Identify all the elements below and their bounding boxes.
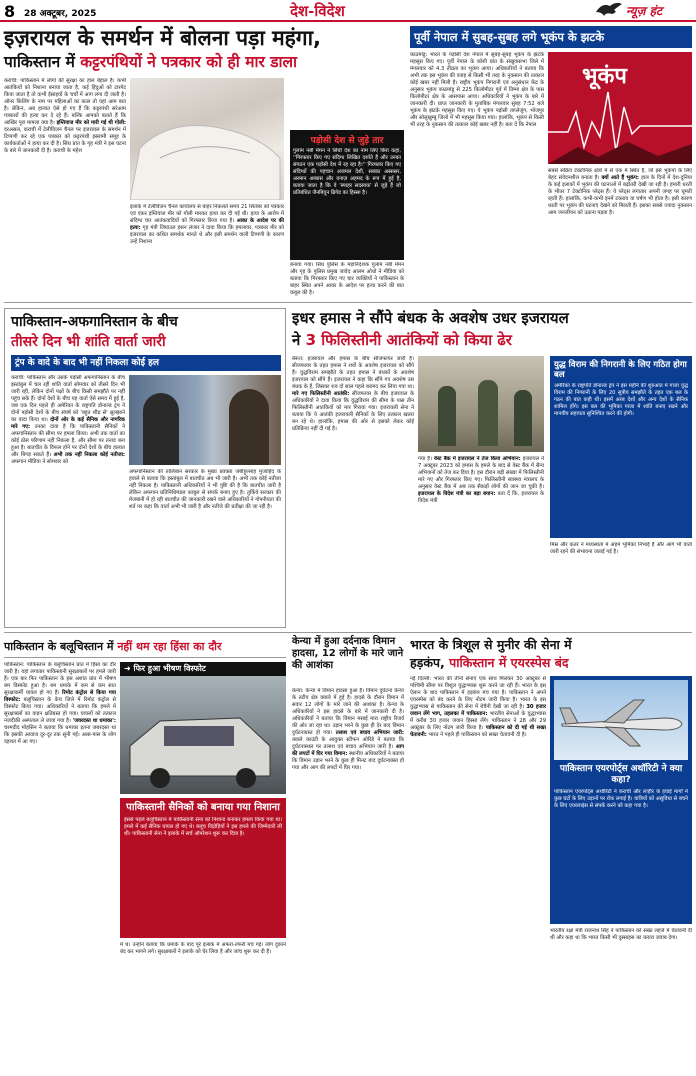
headline-line-1: इज़रायल के समर्थन में बोलना पड़ा महंगा, <box>4 26 322 50</box>
photo-label: ➜ फिर हुआ भीषण विस्फोट <box>120 662 286 676</box>
article-pakistan-journalist <box>4 26 404 296</box>
subheading: क्यों आते हैं भूकंप: <box>601 175 640 181</box>
headline: पाकिस्तान के बलूचिस्तान में नहीं थम रहा हिंसा का दौर <box>4 636 286 658</box>
body-col-1: काठमांडू: भारत के पड़ोसी देश नेपाल में सुबह-सुबह भूकंप के झटके महसूस किए गए। पूर्वी नेपाल के कोशी प्रांत के संखुवासभा जिले में मंगलवार को 4.3 तीव्रता का भूकंप आया। अधिकारियों ने बताया कि अभी तक इस भूकंप की वजह से किसी भी तरह के नुकसान की तत्काल कोई खबर नहीं मिली है। राष्ट्रीय भूकंप निगरानी एवं अनुसंधान केंद्र के अनुसार भूकंप काठमांडू से 225 किलोमीटर पूर्व में तिम्मा क्षेत्र के पास किलोमीटर क्षेत्र के आसपास आया। अधिकारियों ने भूकंप के बारे में जानकारी दी। प्राप्त जानकारी के मुताबिक मंगलवार सुबह 7:52 बजे भूकंप के झटके महसूस किए गए। ये भूकंप पड़ोसी ताप्लेजुंग, भोजपुर और सोलुखुम्बु जिलों में भी महसूस किया गया। हालांकि, भूकंप से किसी भी तरह के नुकसान की तत्काल कोई खबर नहीं है। बता दें कि नेपाल <box>410 52 544 128</box>
sidebar-title: युद्ध विराम की निगरानी के लिए गठित होगा बल <box>554 360 687 380</box>
info-box-title: पड़ोसी देश से जुड़े तार <box>310 136 384 146</box>
subheading: वेस्ट बैंक में इजरायल ने तेज किया अभियान: <box>434 456 521 462</box>
brand-logo: न्यूज़ हंट <box>626 4 663 18</box>
sidebar-title: पाकिस्तान एयरपोर्ट्स अथॉरिटी ने क्या कहा? <box>559 764 683 785</box>
soldiers-photo <box>418 356 544 452</box>
person-right <box>229 389 269 465</box>
body-col-2: में थे। उन्होंने बताया कि धमाके के बाद पूरे इलाके में अफरा-तफरी मच गई। लोग दुकानें बंद कर भागने लगे। सुरक्षाबलों ने इलाके को घेर लिया है और जांच शुरू कर दी है। <box>120 942 286 955</box>
sidebar-text: पाकिस्तान एयरपोर्ट्स अथॉरिटी ने कराची और लाहौर के हवाई मार्गों में कुछ घंटों के लिए उड़ानों पर रोक लगाई है। यात्रियों को असुविधा से बचने के लिए एयरलाइंस से संपर्क करने को कहा गया है। <box>554 789 688 809</box>
body-col-1: नई दिल्ली: भारत की तीनों सेनाएं एक साथ मिलकर 30 अक्टूबर से पश्चिमी सीमा पर त्रिशूल युद्धाभ्यास शुरू करने जा रही हैं। भारत के इस ऐलान के बाद पाकिस्तान में हड़कंप मच गया है। पाकिस्तान ने अपने एयरस्पेस को बंद करने के लिए नोटम जारी किया है। भारत के इस युद्धाभ्यास से पाकिस्तान की सेना में बेचैनी देखी जा रही है। 30 हजार जवान लेंगे भाग, तहलका में पाकिस्तान: भारतीय सेनाओं के युद्धाभ्यास में करीब 30 हजार जवान हिस्सा लेंगे। पाकिस्तान ने 28 और 29 अक्टूबर के लिए नोटम जारी किया है। पाकिस्तान को दी गई थी सख्त चेतावनी: भारत ने पहले ही पाकिस्तान को सख्त चेतावनी दी है। <box>410 676 546 738</box>
subheading: 'जवरदस्त था धमाका': <box>72 718 116 724</box>
subheading: मारे गए फिलिस्तीनी आतंकी: <box>292 391 350 397</box>
article-nepal-earthquake <box>410 26 692 296</box>
person-left <box>143 393 179 465</box>
headline-highlight: पाकिस्तान में एयरस्पेस बंद <box>449 655 569 670</box>
article-balochistan <box>4 636 286 1072</box>
headline: पूर्वी नेपाल में सुबह-सुबह लगे भूकंप के झटके <box>410 26 692 48</box>
body-col-2: अफगानिस्तान की तालिबान सरकार के मुख्य प्रवक्ता जबीहुल्लाह मुजाहिद के हवाले से बताया कि इस्तांबुल में बातचीत अब भी जारी है। अभी तक कोई नतीजा नहीं निकला है। पाकिस्तानी अधिकारियों ने भी पुष्टि की है कि बातचीत जारी है लेकिन अफगान प्रतिनिधिमंडल काबुल से संपर्क बनाए हुए है। तुर्किये सरकार की मेजबानी में हो रही बातचीत की जानकारी रखने वाले अधिकारियों ने गोपनीयता की शर्त पर कहा कि वार्ता अभी भी जारी है और नतीजे की प्रतीक्षा की जा रही है। <box>129 469 281 510</box>
body-col-1: पाकिस्तान: पाकिस्तान के बलूचिस्तान प्रांत में हिंसा का दौर जारी है। यहां लगातार पाकिस्तानी सुरक्षाबलों पर हमले जारी हैं। एक बार फिर पाकिस्तान के इस अशांत प्रांत में भीषण बम विस्फोट हुआ है। बम धमाके में कम से कम सात सुरक्षाकर्मी घायल हो गए हैं। रिमोट कंट्रोल से किया गया विस्फोट: बलूचिस्तान के केच जिले में रिमोट कंट्रोल से विस्फोट किया गया। अधिकारियों ने बताया कि हमले में सुरक्षाबलों का वाहन क्षतिग्रस्त हो गया। घायलों को तत्काल नजदीकी अस्पताल ले जाया गया है। 'जवरदस्त था धमाका': चश्मदीद मोहसिन ने बताया कि धमाका इतना जबरदस्त था कि इसकी आवाज दूर-दूर तक सुनी गई। आस-पास के लोग दहशत में आ गए। <box>4 662 116 745</box>
headline-highlight: कट्टरपंथियों ने पत्रकार को ही मार डाला <box>80 53 298 71</box>
soldier-silhouette <box>438 386 456 446</box>
headline-highlight: 3 फिलिस्तीनी आतंकियों को किया ढेर <box>305 331 512 349</box>
headline-line-2: ने 3 फिलिस्तीनी आतंकियों को किया ढेर <box>292 331 512 349</box>
body-col-1: कराची: पाकिस्तान में लोगों की सुरक्षा का हाल बेहाल है। कभी आतंकियों को निशाना बनाया जाता है, कई हिंदुओं को टारगेट किया जाता है तो कभी ईसाइयों के चर्चों में आग लगा दी जाती है। ऑनर किलिंग के नाम पर महिलाओं का कत्ल तो यहां आम बात है। लेकिन, अब हालात ऐसे हो गए हैं कि कट्टरपंथी सरेआम पत्रकारों की हत्या कर दे रहे हैं। बल्कि आपको बताते हैं कि आखिर पूरा मामला क्या है। इम्तियाज मीर को मारी गई थी गोली: दरअसल, कराची में टेलीविजन चैनल पर इजरायल के समर्थन में टिप्पणी कर रहे एक पत्रकार को कट्टरपंथी इस्लामी समूह के कार्यकर्ताओं ने हत्या कर दी है। सिंध प्रांत के गृह मंत्री ने इस घटना के बारे में जानकारी दी है। कराची के महेश <box>4 78 126 154</box>
headline-line-2: हड़कंप, पाकिस्तान में एयरस्पेस बंद <box>410 655 569 670</box>
sidebar-box <box>550 676 692 924</box>
headline-line-2: तीसरे दिन भी शांति वार्ता जारी <box>11 334 166 350</box>
article-kenya-crash <box>292 636 404 1072</box>
body-col-2: भारतीय रक्षा मंत्री राजनाथ सिंह ने पाकिस्तान को सख्त लहजे में चेतावनी दी थी और कहा था कि भारत किसी भी दुस्साहस का करारा जवाब देगा। <box>550 928 692 941</box>
issue-date: 28 अक्टूबर, 2025 <box>24 9 97 19</box>
headline-line-1: भारत के त्रिशूल से मुनीर की सेना में <box>410 637 572 652</box>
eagle-logo-icon <box>594 0 624 20</box>
info-box <box>290 130 404 260</box>
subheading: इम्तियाज मीर को मारी गई थी गोली: <box>56 120 126 126</box>
soldier-silhouette <box>514 390 532 446</box>
subheading: तलाश एवं बचाव अभियान जारी: <box>335 730 404 736</box>
headline-line-1: इधर हमास ने सौंपे बंधक के अवशेष उधर इजरायल <box>292 309 569 327</box>
divider <box>4 302 692 303</box>
earthquake-stamp: भूकंप <box>582 64 627 89</box>
body-col-2: इलाके में टेलीविजन चैनल कार्यालय से बाहर निकलते समय 21 सितंबर को पत्रकार एवं एंकर इम्तियाज मीर को गोली मारकर हत्या कर दी गई थी। हत्या के आरोप में संदिग्ध चार आतंकवादियों को गिरफ्तार किया गया है। आका के आदेश पर की हत्या: गृह मंत्री जियाउल हसन लंजार ने दावा किया कि हमलावर, पत्रकार मीर को इजरायल का कथित समर्थक मानते थे और इसी समर्थन वाली टिप्पणी के कारण उन्हें निशाना <box>130 204 284 245</box>
body-col-2: गया है। वेस्ट बैंक में इजरायल ने तेज किया अभियान: इजरायल ने 7 अक्टूबर 2023 को हमास के हमले के बाद से वेस्ट बैंक में सैन्य अभियानों को तेज कर दिया है। इस दौरान बड़ी संख्या में फिलिस्तीनी मारे गए और गिरफ्तार किए गए। फिलिस्तीनी स्वास्थ्य मंत्रालय के अनुसार वेस्ट बैंक में अब तक सैकड़ों लोगों की जान जा चुकी है। इजरायल के विदेश मंत्री का बड़ा बयान: बता दें कि, इजरायल के विदेश मंत्री <box>418 456 544 504</box>
body-col-1: कराची: पाकिस्तान और उसके पड़ोसी अफगानिस्तान के बीच इस्तांबुल में चल रही शांति वार्ता सोमवार को तीसरे दिन भी जारी रही, लेकिन दोनों पक्षों के बीच किसी समझौते पर नहीं पहुंच सके हैं। दोनों देशों के बीच यह वार्ता ऐसे समय में हुई है, जब एक दिन पहले ही अमेरिका के राष्ट्रपति डोनाल्ड ट्रंप ने दोनों पड़ोसी देशों के बीच संघर्ष को 'बहुत शीघ्र से' सुलझाने का वादा किया था। दोनों ओर के कई सैनिक और नागरिक मारे गए: उनका दावा है कि पाकिस्तानी सैनिकों ने अफगानिस्तान की सीमा पर हमला किया। अभी तक वार्ता का कोई ठोस परिणाम नहीं निकला है, और सीमा पर तनाव बना हुआ है। बातचीत के विफल होने पर दोनों देशों के बीच हालात और बिगड़ सकते हैं। अभी तक नहीं निकला कोई नतीजा: अफगान मीडिया ने सोमवार को <box>11 375 125 465</box>
arrow-icon: ➜ <box>124 664 134 673</box>
info-box-text: इससे पहले बलूचिस्तान में पाकिस्तानी सेना को निशाना बनाकर हमला किया गया था। हमले में कई सैनिक घायल हो गए थे। बलूच विद्रोहियों ने इस हमले की जिम्मेदारी ली थी। पाकिस्तानी सेना ने इलाके में सर्च ऑपरेशन शुरू कर दिया है। <box>124 817 282 837</box>
subheading: आका के आदेश पर की हत्या: <box>130 218 284 231</box>
subheading: अभी तक नहीं निकला कोई नतीजा: <box>53 452 125 458</box>
earthquake-graphic <box>548 52 692 164</box>
headline: केन्या में हुआ दर्दनाक विमान हादसा, 12 लोगों के मारे जाने की आशंका <box>292 636 404 671</box>
subheading: दोनों ओर के कई सैनिक और नागरिक मारे गए: <box>11 417 125 430</box>
subheading: रिमोट कंट्रोल से किया गया विस्फोट: <box>4 690 116 703</box>
aircraft-photo <box>554 680 688 760</box>
subheadline: ट्रंप के वादे के बाद भी नहीं निकला कोई हल <box>11 355 281 371</box>
headline-line-2 <box>4 51 404 73</box>
headline-line-1: पाकिस्तान-अफगानिस्तान के बीच <box>11 314 178 330</box>
sidebar-continuation: मिस्र और कतर ने मध्यस्थता में अहम भूमिका निभाई है और आगे भी वार्ता जारी रहने की संभावना जताई गई है। <box>550 542 692 555</box>
info-box-title: पाकिस्तानी सैनिकों को बनाया गया निशाना <box>126 802 280 813</box>
divider <box>4 632 692 633</box>
body: केन्या: केन्या में विमान हादसा हुआ है। विमान दुर्घटना केन्या के तटीय क्षेत्र क्वाले में हुई है। हादसे के दौरान विमान में सवार 12 लोगों के मारे जाने की आशंका है। केन्या के अधिकारियों ने इस हादसे के बारे में जानकारी दी है। अधिकारियों ने बताया कि विमान मसाई मारा राष्ट्रीय रिजर्व की ओर जा रहा था। उड़ान भरने के कुछ ही देर बाद विमान दुर्घटनाग्रस्त हो गया। तलाश एवं बचाव अभियान जारी: क्वाले काउंटी के आयुक्त स्टीफन ओरिंडे ने बताया कि दुर्घटनास्थल पर तलाश एवं बचाव अभियान जारी है। आग की लपटों में घिर गया विमान: स्थानीय अधिकारियों ने बताया कि विमान उड़ान भरने के कुछ ही मिनट बाद दुर्घटनाग्रस्त हो गया और आग की लपटों में घिर गया। <box>292 688 404 771</box>
info-box-text: गुलाम नबी मेमन ने सिंधी देश का नाम लिए बिना कहा, ''गिरफ्तार किए गए संदिग्ध लिखित दर्शाते हैं और उनका संगठन एक पड़ोसी देश में रह रहा है।'' गिरफ्तार किए गए संदिग्धों की पहचान अजमल देशी, सबका अस्ससर, अरमान अब्बास और वनाज़ अहमद के रूप में हुई है, बताया जाता है कि वे 'स्पाहर सदस्यक' से जुड़े हैं जो प्रतिबंधित जैनबियुन ब्रिगेड का हिस्सा है। <box>293 148 401 196</box>
subheading: आग की लपटों में घिर गया विमान: <box>292 744 404 757</box>
headline-highlight: नहीं थम रहा हिंसा का दौर <box>117 640 222 653</box>
body-col-1: बेरूत: इजरायल और हमास के बीच सीजफायर जारी है। सीजफायर के तहत हमास ने शवों के अवशेष इजरायल को सौंपे हैं। युद्धविराम समझौते के तहत हमास ने बंधकों के अवशेष इजरायल को सौंपे हैं। इजरायल ने कहा कि सौंपे गए अवशेष उस बंधक के हैं, जिसका शव दो साल पहले बरामद कर लिया गया था। मारे गए फिलिस्तीनी आतंकी: सीजफायर के बीच इजरायल के अधिकारियों ने दावा किया कि युद्धविराम की सीमा के पास तीन फिलिस्तीनी आतंकियों को मार गिराया गया। इजरायली सेना ने बताया कि ये आतंकी इजरायली सैनिकों के लिए तत्काल खतरा बन रहे थे। हालांकि, हमास की ओर से इसको लेकर कोई प्रतिक्रिया नहीं दी गई है। <box>292 356 414 432</box>
subheading: 30 हजार जवान लेंगे भाग, तहलका में पाकिस्तान: <box>410 704 546 717</box>
info-box <box>120 798 286 938</box>
soldier-silhouette <box>478 380 498 446</box>
sidebar-box <box>550 356 692 538</box>
article-trishul-airspace <box>410 636 692 1072</box>
page-number: 8 <box>4 2 16 21</box>
body-col-3: बनाया गया। सिंध पुलिस के महानिदेशक गुलाम नबी मेमन और गृह के पुलिस प्रमुख जावेद आलम ओधो ने मीडिया को बताया कि गिरफ्तार किए गए चार व्यक्तियों ने पाकिस्तान के बाहर स्थित अपने आका के आदेश पर हत्या करने की बात कबूल की है। <box>290 262 404 296</box>
sidebar-text: अमेरिका के राष्ट्रपति डोनाल्ड ट्रंप ने इस महीने की शुरुआत में गाजा युद्ध विराम की निगरानी के लिए 20 सूत्रीय समझौते के तहत एक बल के गठन की बात कही थी। इसमें अरब देशों और अन्य देशों के सैनिक शामिल होंगे। इस बल की भूमिका गाजा में शांति बनाए रखने और मानवीय सहायता सुनिश्चित करने की होगी। <box>554 383 688 417</box>
headline-prefix: पाकिस्तान में <box>4 53 81 71</box>
subheading: इजरायल के विदेश मंत्री का बड़ा बयान: <box>418 491 496 497</box>
officials-photo <box>129 375 281 465</box>
article-pak-afghan-talks <box>4 308 286 628</box>
subheading: पाकिस्तान को दी गई थी सख्त चेतावनी: <box>410 725 546 738</box>
body-col-2: सबसे सक्रिय टेक्टोनिक क्षेत्रों में से एक में स्थित है, जो इसे भूकंपों के लिए बेहद संवेदनशील बनाता है। क्यों आते हैं भूकंप: हाल के दिनों में देश-दुनिया के कई इलाकों में भूकंप की घटनाओं में बढ़ोतरी देखी जा रही है। हमारी धरती के भीतर 7 टेक्टोनिक प्लेट्स हैं। ये प्लेट्स लगातार अपनी जगह पर घूमती रहती हैं। हालांकि, कभी-कभी इनमें टकराव या घर्षण भी होता है। इसी कारण धरती पर भूकंप की घटनाएं देखने को मिलती हैं। इसका सबसे ज्यादा नुकसान आम जनजीवन को उठाना पड़ता है। <box>548 168 692 216</box>
article-hamas-israel <box>292 308 692 628</box>
body-bag-photo <box>130 78 284 200</box>
masthead <box>0 0 696 22</box>
section-name: देश-विदेश <box>290 2 345 20</box>
blast-vehicle-photo <box>120 676 286 794</box>
